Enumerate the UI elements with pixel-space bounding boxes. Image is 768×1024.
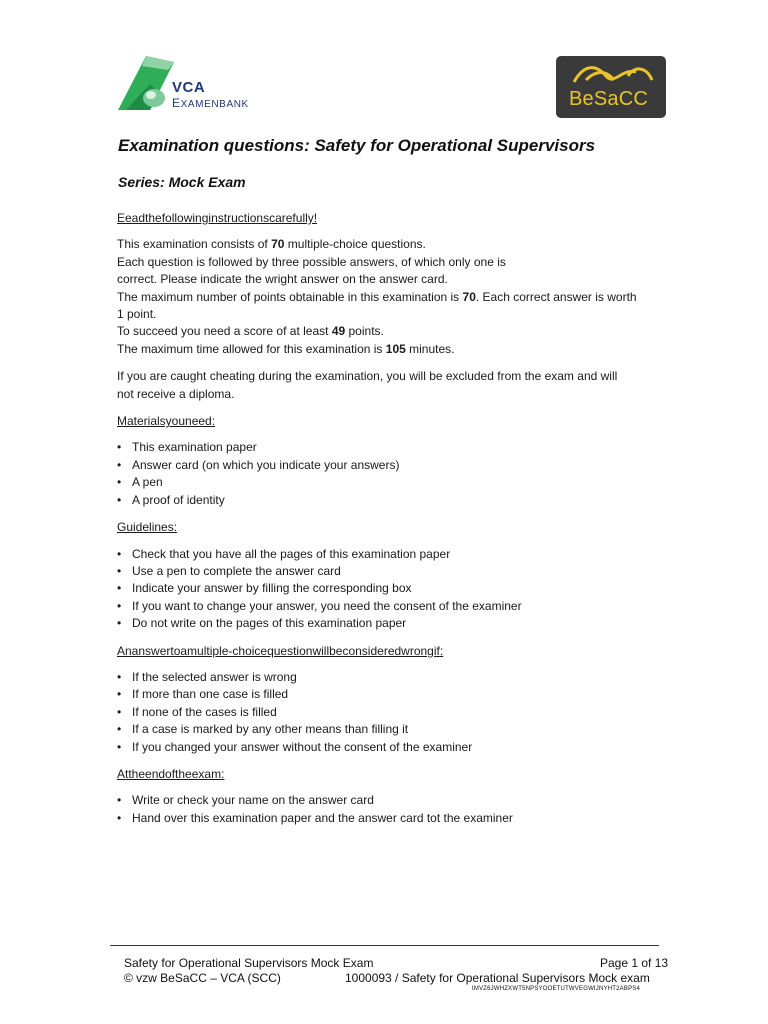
list-item: • This examination paper <box>117 439 677 456</box>
intro-line: This examination consists of 70 multiple-choice questions. <box>117 237 426 252</box>
wrong-answer-list <box>117 669 677 756</box>
guidelines-heading: Guidelines: <box>117 520 178 535</box>
guidelines-list <box>117 546 677 633</box>
besacc-logo-text: BeSaCC <box>569 88 649 110</box>
wrong-answer-heading: Ananswertoamultiple-choicequestionwillbeconsideredwrongif: <box>117 643 444 658</box>
cheating-line: not receive a diploma. <box>117 386 235 401</box>
list-item: • Do not write on the pages of this examination paper <box>117 615 677 632</box>
list-item: • A proof of identity <box>117 492 677 509</box>
list-item: • If none of the cases is filled <box>117 704 677 721</box>
materials-heading: Materialsyouneed: <box>117 414 216 429</box>
list-item: • If the selected answer is wrong <box>117 669 677 686</box>
footer-title: Safety for Operational Supervisors Mock Exam <box>124 956 374 970</box>
intro-line: Each question is followed by three possible answers, of which only one is <box>117 254 506 269</box>
vca-logo-text: VCA <box>172 79 206 96</box>
time-minutes: 105 <box>385 341 406 356</box>
list-item: • Use a pen to complete the answer card <box>117 563 677 580</box>
cheating-line: If you are caught cheating during the examination, you will be excluded from the exam and will <box>117 369 618 384</box>
intro-paragraph <box>117 236 677 358</box>
question-count: 70 <box>271 237 285 252</box>
list-item: • If more than one case is filled <box>117 686 677 703</box>
min-score: 49 <box>331 324 346 339</box>
list-item: • Hand over this examination paper and the answer card tot the examiner <box>117 810 677 827</box>
list-item: • Answer card (on which you indicate your answers) <box>117 457 677 474</box>
intro-line: 1 point. <box>117 307 157 322</box>
list-item: • Indicate your answer by filling the corresponding box <box>117 580 677 597</box>
vca-examenbank-logo <box>116 54 256 112</box>
besacc-logo <box>556 56 666 118</box>
instructions-content <box>117 210 677 827</box>
intro-line: The maximum time allowed for this examination is 105 minutes. <box>117 341 455 356</box>
list-item: • Write or check your name on the answer card <box>117 792 677 809</box>
intro-line: correct. Please indicate the wright answer on the answer card. <box>117 272 448 287</box>
footer-copyright: © vzw BeSaCC – VCA (SCC) <box>124 971 281 985</box>
end-of-exam-heading: Attheendoftheexam: <box>117 766 225 781</box>
page-title: Examination questions: Safety for Operational Supervisors <box>118 136 596 155</box>
document-code: tMVZ6JWHZXWT5NPSYOOETUTWVEGWIJNYHT2ABPS4 <box>472 986 641 992</box>
document-reference: 1000093 / Safety for Operational Supervisors Mock exam <box>345 971 650 985</box>
page-subtitle: Series: Mock Exam <box>118 174 246 190</box>
examenbank-logo-text: EXAMENBANK <box>172 96 249 110</box>
intro-line: The maximum number of points obtainable in this examination is 70. Each correct answer is worth <box>117 289 637 304</box>
list-item: • Check that you have all the pages of this examination paper <box>117 546 677 563</box>
intro-line: To succeed you need a score of at least 49 points. <box>117 324 384 339</box>
max-points: 70 <box>462 289 476 304</box>
list-item: • If you want to change your answer, you need the consent of the examiner <box>117 598 677 615</box>
end-of-exam-list <box>117 792 677 827</box>
besacc-arc-icon <box>556 56 666 90</box>
instructions-heading: Eeadthefollowinginstructionscarefully! <box>117 211 318 225</box>
list-item: • If a case is marked by any other means than filling it <box>117 721 677 738</box>
page-number: Page 1 of 13 <box>600 956 669 970</box>
list-item: • A pen <box>117 474 677 491</box>
materials-list <box>117 439 677 509</box>
vca-logo-icon <box>116 54 176 112</box>
footer-divider <box>110 945 659 946</box>
list-item: • If you changed your answer without the consent of the examiner <box>117 739 677 756</box>
